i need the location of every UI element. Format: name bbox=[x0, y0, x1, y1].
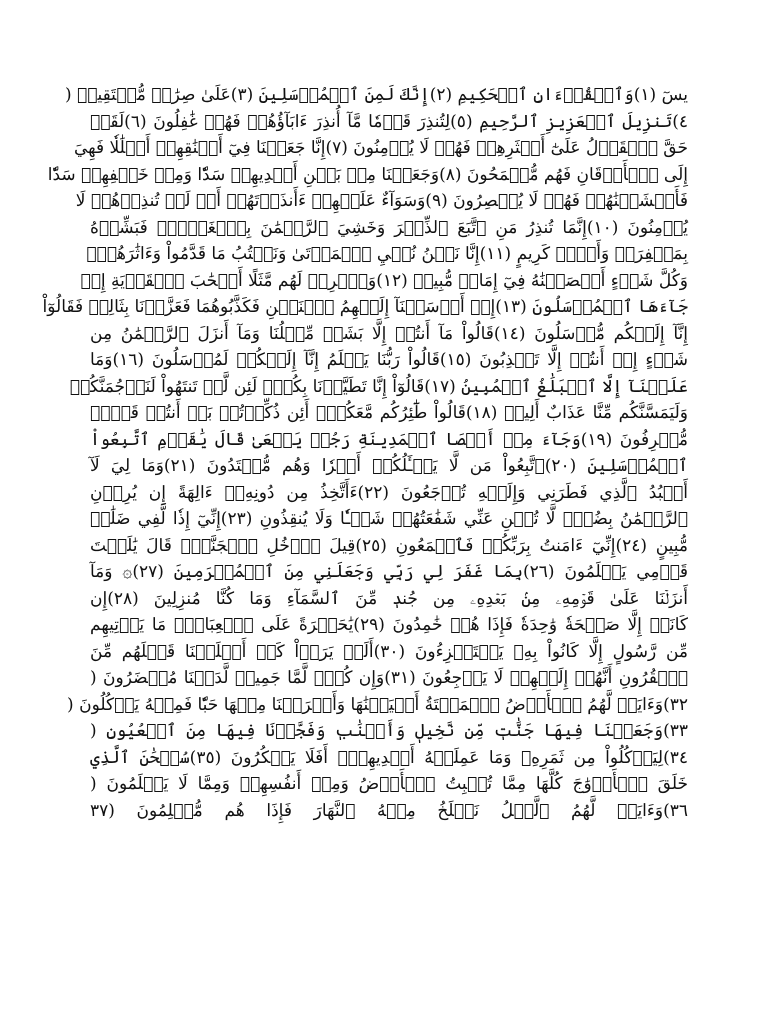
text-line: إِنَّآ إِلَيۡكُم مُّرۡسَلُونَ (١٤)قَالُواْ مَآ أَنتُمۡ إِلَّا بَشَرٞ مِّثۡلُنَا وَمَآ أَنزَلَ ٱلرَّحۡمَٰنُ مِن bbox=[90, 323, 689, 344]
text-line: أَنزَلۡنَا عَلَىٰ قَوۡمِهِۦ مِنۢ بَعۡدِهِۦ مِن جُندٖ مِّنَ ٱلسَّمَآءِ وَمَا كُنَّا مُنزِلِينَ (٢٨)إِن bbox=[90, 588, 688, 609]
text-line: يسٓ (١)وَٱلۡقُرۡءَانِ ٱلۡحَكِيمِ (٢)إِنَّكَ لَمِنَ ٱلۡمُرۡسَلِينَ (٣)عَلَىٰ صِرَٰطٖ مُّسۡتَقِيمٖ ( bbox=[65, 85, 688, 105]
document-page bbox=[42, 82, 689, 942]
text-line: ٱلۡقُرُونِ أَنَّهُمۡ إِلَيۡهِمۡ لَا يَرۡجِعُونَ (٣١)وَإِن كُلّٞ لَّمَّا جَمِيعٞ لَّدَيۡنَا مُحۡضَرُونَ ( bbox=[90, 668, 688, 688]
text-line: بِمَغۡفِرَةٖ وَأَجۡرٖ كَرِيمٍ (١١)إِنَّا نَحۡنُ نُحۡيِ ٱلۡمَوۡتَىٰ وَنَكۡتُبُ مَا قَدَّمُواْ وَءَاثَٰرَهُمۡۚ bbox=[86, 244, 688, 264]
text-line: يُؤۡمِنُونَ (١٠)إِنَّمَا تُنذِرُ مَنِ ٱتَّبَعَ ٱلذِّكۡرَ وَخَشِيَ ٱلرَّحۡمَٰنَ بِٱلۡغَيۡبِۖ فَبَشِّرۡهُ bbox=[90, 217, 688, 238]
text-line: مُّبِينٍ (٢٤)إِنِّيٓ ءَامَنتُ بِرَبِّكُمۡ فَٱسۡمَعُونِ (٢٥)قِيلَ ٱدۡخُلِ ٱلۡجَنَّةَۖ قَالَ يَٰلَيۡتَ bbox=[90, 535, 689, 556]
text-line: عَلَيۡنَآ إِلَّا ٱلۡبَلَٰغُ ٱلۡمُبِينُ (١٧)قَالُوٓاْ إِنَّا تَطَيَّرۡنَا بِكُمۡۖ لَئِن لَّمۡ تَنتَهُواْ لَنَرۡجُمَنَّكُمۡ bbox=[69, 376, 688, 397]
text-line: ٣٦)وَءَايَةٞ لَّهُمُ ٱلَّيۡلُ نَسۡلَخُ مِنۡهُ ٱلنَّهَارَ فَإِذَا هُم مُّظۡلِمُونَ (٣٧ bbox=[90, 800, 688, 821]
text-line: ٤)تَنزِيلَ ٱلۡعَزِيزِ ٱلرَّحِيمِ (٥)لِتُنذِرَ قَوۡمٗا مَّآ أُنذِرَ ءَابَآؤُهُمۡ فَهُمۡ غَٰفِلُونَ (٦)لَقَدۡ bbox=[90, 111, 688, 132]
text-line: ٣٣)وَجَعَلۡنَا فِيهَا جَنَّٰتٖ مِّن نَّخِيلٖ وَأَعۡنَٰبٖ وَفَجَّرۡنَا فِيهَا مِنَ ٱلۡعُيُونِ ( bbox=[90, 721, 688, 741]
text-line: إِلَى ٱلۡأَذۡقَانِ فَهُم مُّقۡمَحُونَ (٨)وَجَعَلۡنَا مِنۢ بَيۡنِ أَيۡدِيهِمۡ سَدّٗا وَمِنۡ خَلۡفِهِمۡ سَدّٗا bbox=[47, 164, 688, 185]
text-line: ٱلۡمُرۡسَلِينَ (٢٠)ٱتَّبِعُواْ مَن لَّا يَسۡـَٔلُكُمۡ أَجۡرٗا وَهُم مُّهۡتَدُونَ (٢١)وَمَا لِيَ لَآ bbox=[90, 456, 688, 476]
text-line: حَقَّ ٱلۡقَوۡلُ عَلَىٰٓ أَكۡثَرِهِمۡ فَهُمۡ لَا يُؤۡمِنُونَ (٧)إِنَّا جَعَلۡنَا فِيٓ أَعۡنَٰقِهِمۡ أَغۡلَٰلٗا فَهِيَ bbox=[73, 138, 688, 158]
text-line: وَكُلَّ شَيۡءٍ أَحۡصَيۡنَٰهُ فِيٓ إِمَامٖ مُّبِينٖ (١٢)وَٱضۡرِبۡ لَهُم مَّثَلًا أَصۡحَٰبَ ٱلۡقَرۡيَةِ إِذۡ bbox=[80, 270, 688, 291]
text-line: قَوۡمِي يَعۡلَمُونَ (٢٦)بِمَا غَفَرَ لِي رَبِّي وَجَعَلَنِي مِنَ ٱلۡمُكۡرَمِينَ (٢٧)۞ وَمَآ bbox=[90, 562, 689, 582]
text-line: أَعۡبُدُ ٱلَّذِي فَطَرَنِي وَإِلَيۡهِ تُرۡجَعُونَ (٢٢)ءَأَتَّخِذُ مِن دُونِهِۦٓ ءَالِهَةً إِن يُرِدۡنِ bbox=[90, 482, 688, 503]
text-line: مِّن رَّسُولٍ إِلَّا كَانُواْ بِهِۦ يَسۡتَهۡزِءُونَ (٣٠)أَلَمۡ يَرَوۡاْ كَمۡ أَهۡلَكۡنَا قَبۡلَهُم مِّنَ bbox=[90, 641, 688, 662]
text-line: ٣٢)وَءَايَةٞ لَّهُمُ ٱلۡأَرۡضُ ٱلۡمَيۡتَةُ أَحۡيَيۡنَٰهَا وَأَخۡرَجۡنَا مِنۡهَا حَبّٗا فَمِنۡهُ يَأۡكُلُونَ ( bbox=[67, 694, 688, 715]
text-line: مُّسۡرِفُونَ (١٩)وَجَآءَ مِنۡ أَقۡصَا ٱلۡمَدِينَةِ رَجُلٞ يَسۡعَىٰ قَالَ يَٰقَوۡمِ ٱتَّبِعُواْ bbox=[90, 429, 688, 450]
text-line: ٣٤)لِيَأۡكُلُواْ مِن ثَمَرِهِۦ وَمَا عَمِلَتۡهُ أَيۡدِيهِمۡۚ أَفَلَا يَشۡكُرُونَ (٣٥)سُبۡحَٰنَ ٱلَّذِي bbox=[90, 747, 688, 768]
text-line: جَآءَهَا ٱلۡمُرۡسَلُونَ (١٣)إِذۡ أَرۡسَلۡنَآ إِلَيۡهِمُ ٱثۡنَيۡنِ فَكَذَّبُوهُمَا فَعَزَّزۡنَا بِثَالِثٖ فَقَالُوٓاْ bbox=[42, 297, 688, 317]
text-line: كَانَتۡ إِلَّا صَيۡحَةٗ وَٰحِدَةٗ فَإِذَا هُمۡ خَٰمِدُونَ (٢٩)يَٰحَسۡرَةً عَلَى ٱلۡعِبَادِۚ مَا يَأۡتِيهِم bbox=[90, 615, 688, 635]
text-line: فَأَغۡشَيۡنَٰهُمۡ فَهُمۡ لَا يُبۡصِرُونَ (٩)وَسَوَآءٌ عَلَيۡهِمۡ ءَأَنذَرۡتَهُمۡ أَمۡ لَمۡ تُنذِرۡهُمۡ لَا bbox=[75, 191, 688, 211]
text-line: وَلَيَمَسَّنَّكُم مِّنَّا عَذَابٌ أَلِيمٞ (١٨)قَالُواْ طَٰٓئِرُكُم مَّعَكُمۡۚ أَئِن ذُكِّرۡتُمۚ بَلۡ أَنتُمۡ قَوۡمٞ bbox=[90, 403, 688, 423]
text-line: ٱلرَّحۡمَٰنُ بِضُرّٖ لَّا تُغۡنِ عَنِّي شَفَٰعَتُهُمۡ شَيۡـٔٗا وَلَا يُنقِذُونِ (٢٣)إِنِّيٓ إِذٗا لَّفِي ضَلَٰلٖ bbox=[90, 509, 688, 529]
text-line: شَيۡءٍ إِنۡ أَنتُمۡ إِلَّا تَكۡذِبُونَ (١٥)قَالُواْ رَبُّنَا يَعۡلَمُ إِنَّآ إِلَيۡكُمۡ لَمُرۡسَلُونَ (١٦)وَمَا bbox=[90, 350, 688, 370]
text-line: خَلَقَ ٱلۡأَزۡوَٰجَ كُلَّهَا مِمَّا تُنۢبِتُ ٱلۡأَرۡضُ وَمِنۡ أَنفُسِهِمۡ وَمِمَّا لَا يَعۡلَمُونَ ( bbox=[90, 774, 688, 794]
